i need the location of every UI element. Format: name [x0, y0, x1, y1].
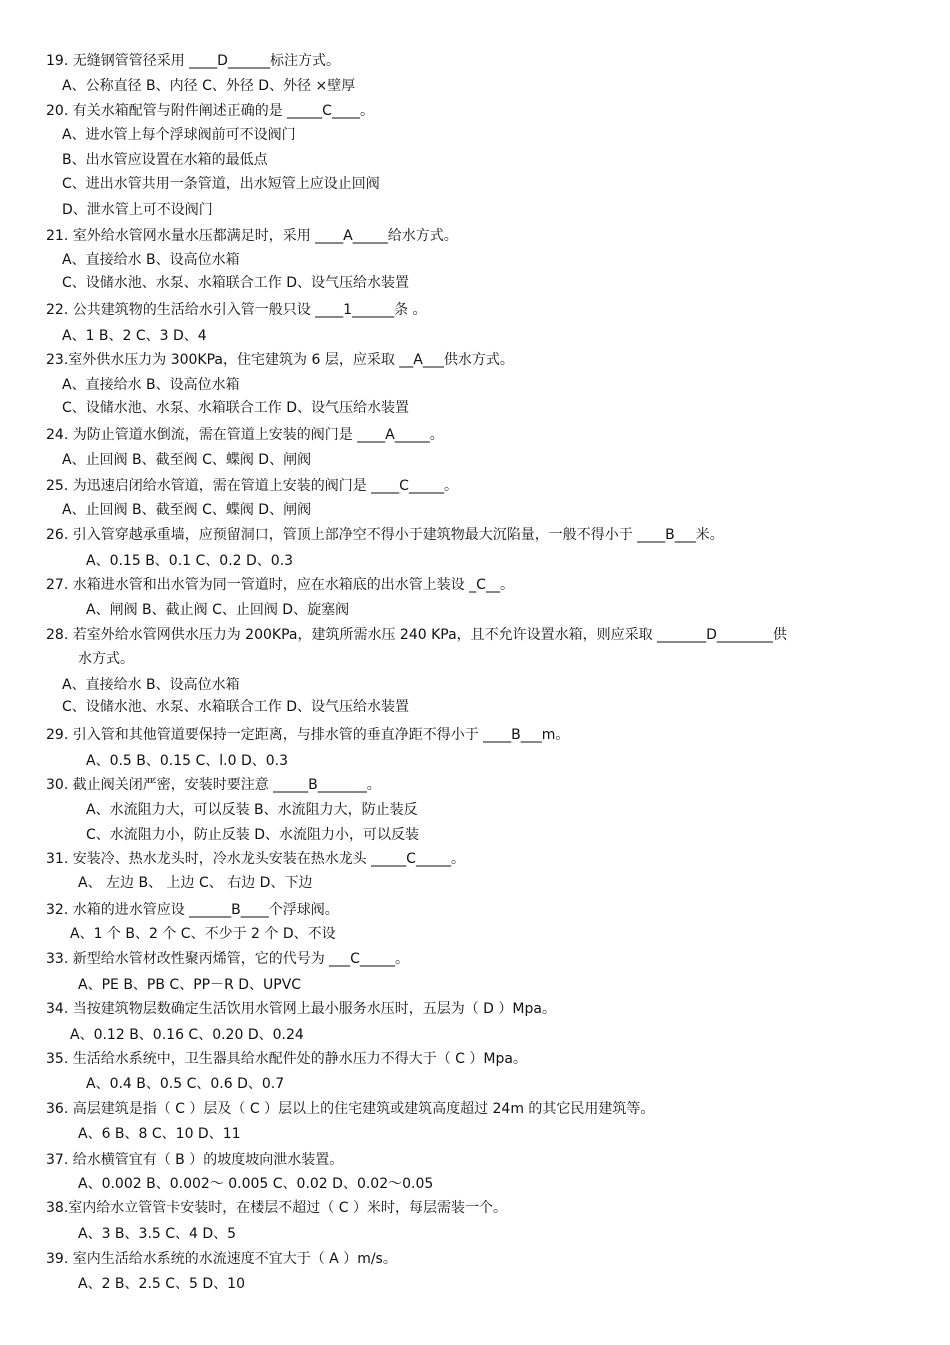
q27-stem: 27. 水箱进水管和出水管为同一管道时，应在水箱底的出水管上装设 _C__。	[46, 577, 514, 593]
q26-options: A、0.15 B、0.1 C、0.2 D、0.3	[86, 553, 294, 569]
q28-stem: 28. 若室外给水管网供水压力为 200KPa，建筑所需水压 240 KPa，且不允许设置水箱，则应采取 _______D________供	[46, 627, 787, 643]
q20-option-b: B、出水管应设置在水箱的最低点	[62, 152, 268, 168]
q29-stem: 29. 引入管和其他管道要保持一定距离，与排水管的垂直净距不得小于 ____B___m。	[46, 727, 570, 743]
q20-stem: 20. 有关水箱配管与附件阐述正确的是 _____C____。	[46, 103, 374, 119]
q23-options-2: C、设储水池、水泵、水箱联合工作 D、设气压给水装置	[62, 400, 410, 416]
q37-options: A、0.002 B、0.002～ 0.005 C、0.02 D、0.02～0.05	[78, 1176, 434, 1192]
q31-stem: 31. 安装冷、热水龙头时，冷水龙头安装在热水龙头 _____C_____。	[46, 851, 465, 867]
q23-stem: 23.室外供水压力为 300KPa，住宅建筑为 6 层，应采取 __A___供水方式。	[46, 352, 514, 368]
q37-stem: 37. 给水横管宜有（ B ）的坡度坡向泄水装置。	[46, 1152, 344, 1168]
q39-stem: 39. 室内生活给水系统的水流速度不宜大于（ A ）m/s。	[46, 1251, 397, 1267]
q33-options: A、PE B、PB C、PP－R D、UPVC	[78, 977, 302, 993]
q36-options: A、6 B、8 C、10 D、11	[78, 1126, 241, 1142]
q38-stem: 38.室内给水立管管卡安装时，在楼层不超过（ C ）米时，每层需装一个。	[46, 1200, 507, 1216]
q30-stem: 30. 截止阀关闭严密，安装时要注意 _____B_______。	[46, 777, 381, 793]
q26-stem: 26. 引入管穿越承重墙，应预留洞口，管顶上部净空不得小于建筑物最大沉陷量，一般不得小于 ____B___米。	[46, 527, 724, 543]
q22-options: A、1 B、2 C、3 D、4	[62, 328, 207, 344]
q32-options: A、1 个 B、2 个 C、不少于 2 个 D、不设	[70, 926, 336, 942]
q32-stem: 32. 水箱的进水管应设 ______B____个浮球阀。	[46, 902, 339, 918]
q21-options-2: C、设储水池、水泵、水箱联合工作 D、设气压给水装置	[62, 275, 410, 291]
q20-option-a: A、进水管上每个浮球阀前可不设阀门	[62, 127, 296, 143]
q28-stem-cont: 水方式。	[78, 651, 134, 667]
q24-stem: 24. 为防止管道水倒流，需在管道上安装的阀门是 ____A_____。	[46, 427, 444, 443]
q36-stem: 36. 高层建筑是指（ C ）层及（ C ）层以上的住宅建筑或建筑高度超过 24m 的其它民用建筑等。	[46, 1101, 655, 1117]
q38-options: A、3 B、3.5 C、4 D、5	[78, 1226, 237, 1242]
q21-options-1: A、直接给水 B、设高位水箱	[62, 252, 240, 268]
q30-options-1: A、水流阻力大，可以反装 B、水流阻力大，防止装反	[86, 802, 418, 818]
q19-stem: 19. 无缝钢管管径采用 ____D______标注方式。	[46, 53, 340, 69]
q27-options: A、闸阀 B、截止阀 C、止回阀 D、旋塞阀	[86, 602, 350, 618]
q39-options: A、2 B、2.5 C、5 D、10	[78, 1276, 245, 1292]
q25-options: A、止回阀 B、截至阀 C、蝶阀 D、闸阀	[62, 502, 312, 518]
q34-options: A、0.12 B、0.16 C、0.20 D、0.24	[70, 1027, 304, 1043]
q33-stem: 33. 新型给水管材改性聚丙烯管，它的代号为 ___C_____。	[46, 951, 409, 967]
q30-options-2: C、水流阻力小，防止反装 D、水流阻力小，可以反装	[86, 827, 420, 843]
q20-option-c: C、进出水管共用一条管道，出水短管上应设止回阀	[62, 176, 380, 192]
q24-options: A、止回阀 B、截至阀 C、蝶阀 D、闸阀	[62, 452, 312, 468]
q35-options: A、0.4 B、0.5 C、0.6 D、0.7	[86, 1076, 285, 1092]
q28-options-2: C、设储水池、水泵、水箱联合工作 D、设气压给水装置	[62, 699, 410, 715]
q19-options: A、公称直径 B、内径 C、外径 D、外径 ×壁厚	[62, 78, 356, 94]
q28-options-1: A、直接给水 B、设高位水箱	[62, 677, 240, 693]
q21-stem: 21. 室外给水管网水量水压都满足时，采用 ____A_____给水方式。	[46, 228, 458, 244]
q23-options-1: A、直接给水 B、设高位水箱	[62, 377, 240, 393]
q31-options: A、 左边 B、 上边 C、 右边 D、下边	[78, 875, 313, 891]
q25-stem: 25. 为迅速启闭给水管道，需在管道上安装的阀门是 ____C_____。	[46, 478, 458, 494]
q34-stem: 34. 当按建筑物层数确定生活饮用水管网上最小服务水压时，五层为（ D ）Mpa。	[46, 1001, 556, 1017]
q20-option-d: D、泄水管上可不设阀门	[62, 202, 213, 218]
q22-stem: 22. 公共建筑物的生活给水引入管一般只设 ____1______条 。	[46, 302, 427, 318]
q35-stem: 35. 生活给水系统中，卫生器具给水配件处的静水压力不得大于（ C ）Mpa。	[46, 1051, 527, 1067]
q29-options: A、0.5 B、0.15 C、l.0 D、0.3	[86, 753, 289, 769]
